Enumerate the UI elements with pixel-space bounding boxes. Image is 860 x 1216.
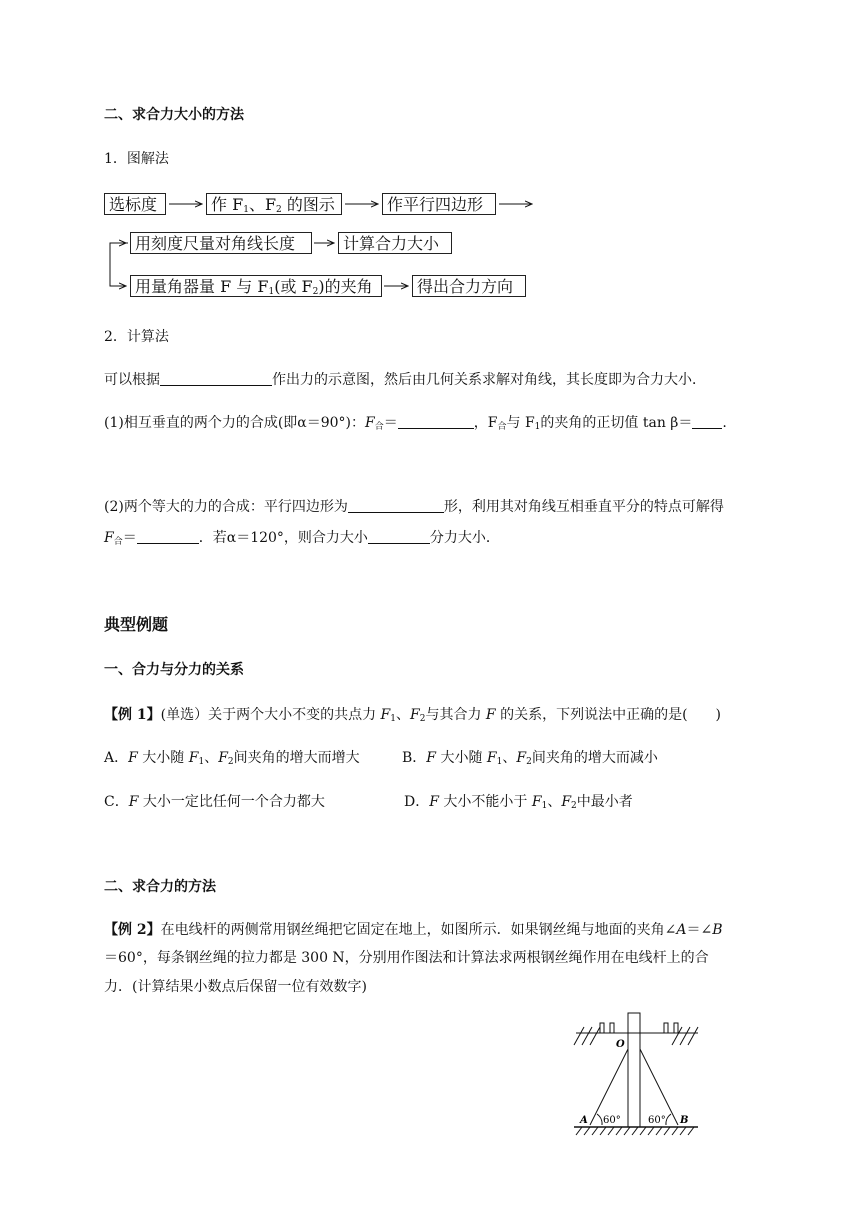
answer-blank[interactable]	[692, 414, 722, 429]
flow-step-parallelogram: 作平行四边形	[382, 193, 496, 215]
example-tag: 【例 2】	[104, 922, 161, 938]
examples-subheading-2: 二、求合力的方法	[104, 879, 216, 895]
angle-label-right: 60°	[648, 1115, 666, 1126]
example-1-stem: 【例 1】(单选）关于两个大小不变的共点力 $F_1$、$F_2$与其合力 F 的关系，下列说法中正确的是( )	[104, 707, 721, 724]
example-2-line1: 【例 2】在电线杆的两侧常用钢丝绳把它固定在地上，如图所示．如果钢丝绳与地面的夹角∠A＝∠B	[104, 922, 723, 938]
option-d[interactable]: D．F 大小不能小于 $F_1$、$F_2$中最小者	[404, 794, 633, 811]
answer-blank[interactable]	[398, 414, 474, 429]
flow-step-draw-forces: 作 $F_1$、$F_2$ 的图示	[206, 193, 342, 215]
option-a[interactable]: A．F 大小随 $F_1$、$F_2$间夹角的增大而增大	[104, 750, 360, 767]
example-tag: 【例 1】	[104, 707, 161, 723]
pole-figure	[570, 1005, 700, 1140]
cable-left	[590, 1049, 628, 1125]
angle-label-left: 60°	[603, 1115, 621, 1126]
cable-right	[640, 1049, 678, 1125]
flow-branch-arrow	[110, 243, 128, 286]
pole	[628, 1013, 640, 1127]
option-b[interactable]: B．F 大小随 $F_1$、$F_2$间夹角的增大而减小	[402, 750, 658, 767]
answer-blank[interactable]	[137, 529, 199, 544]
graphic-method-heading: 1．图解法	[104, 151, 169, 167]
item-perpendicular: (1)相互垂直的两个力的合成(即α＝90°)：$F_合=$ ，$F_合$与 $F_1$的夹角的正切值 tan β＝ .	[104, 415, 727, 432]
calc-method-heading: 2．计算法	[104, 329, 169, 345]
option-c[interactable]: C．F 大小一定比任何一个合力都大	[104, 794, 325, 810]
answer-blank[interactable]	[368, 529, 430, 544]
answer-blank[interactable]	[160, 371, 272, 386]
label-b: B	[680, 1115, 689, 1126]
example-2-line3: 力．(计算结果小数点后保留一位有效数字)	[104, 979, 367, 995]
flow-step-measure-angle: 用量角器量 F 与 $F_1$(或 $F_2$)的夹角	[130, 275, 382, 297]
section-heading: 二、求合力大小的方法	[104, 107, 244, 123]
flow-arrows	[0, 0, 860, 320]
example-2-line2: ＝60°，每条钢丝绳的拉力都是 300 N，分别用作图法和计算法求两根钢丝绳作用在电线杆上的合	[104, 950, 709, 966]
label-a: A	[580, 1115, 588, 1126]
flow-step-direction: 得出合力方向	[412, 275, 526, 297]
item-equal-forces-line2: $F_合=$ ．若α＝120°，则合力大小 分力大小．	[104, 530, 500, 547]
answer-blank[interactable]	[348, 498, 444, 513]
flow-step-measure-length: 用刻度尺量对角线长度	[130, 232, 312, 254]
flow-step-compute-magnitude: 计算合力大小	[338, 232, 452, 254]
flow-step-scale: 选标度	[104, 193, 166, 215]
examples-heading: 典型例题	[104, 615, 169, 634]
examples-subheading-1: 一、合力与分力的关系	[104, 662, 244, 678]
calc-intro: 可以根据 作出力的示意图，然后由几何关系求解对角线，其长度即为合力大小．	[104, 372, 706, 388]
label-o: O	[616, 1039, 625, 1050]
item-equal-forces-line1: (2)两个等大的力的合成：平行四边形为 形，利用其对角线互相垂直平分的特点可解得	[104, 499, 724, 515]
angle-arc-left	[597, 1114, 602, 1125]
angle-arc-right	[666, 1114, 671, 1125]
